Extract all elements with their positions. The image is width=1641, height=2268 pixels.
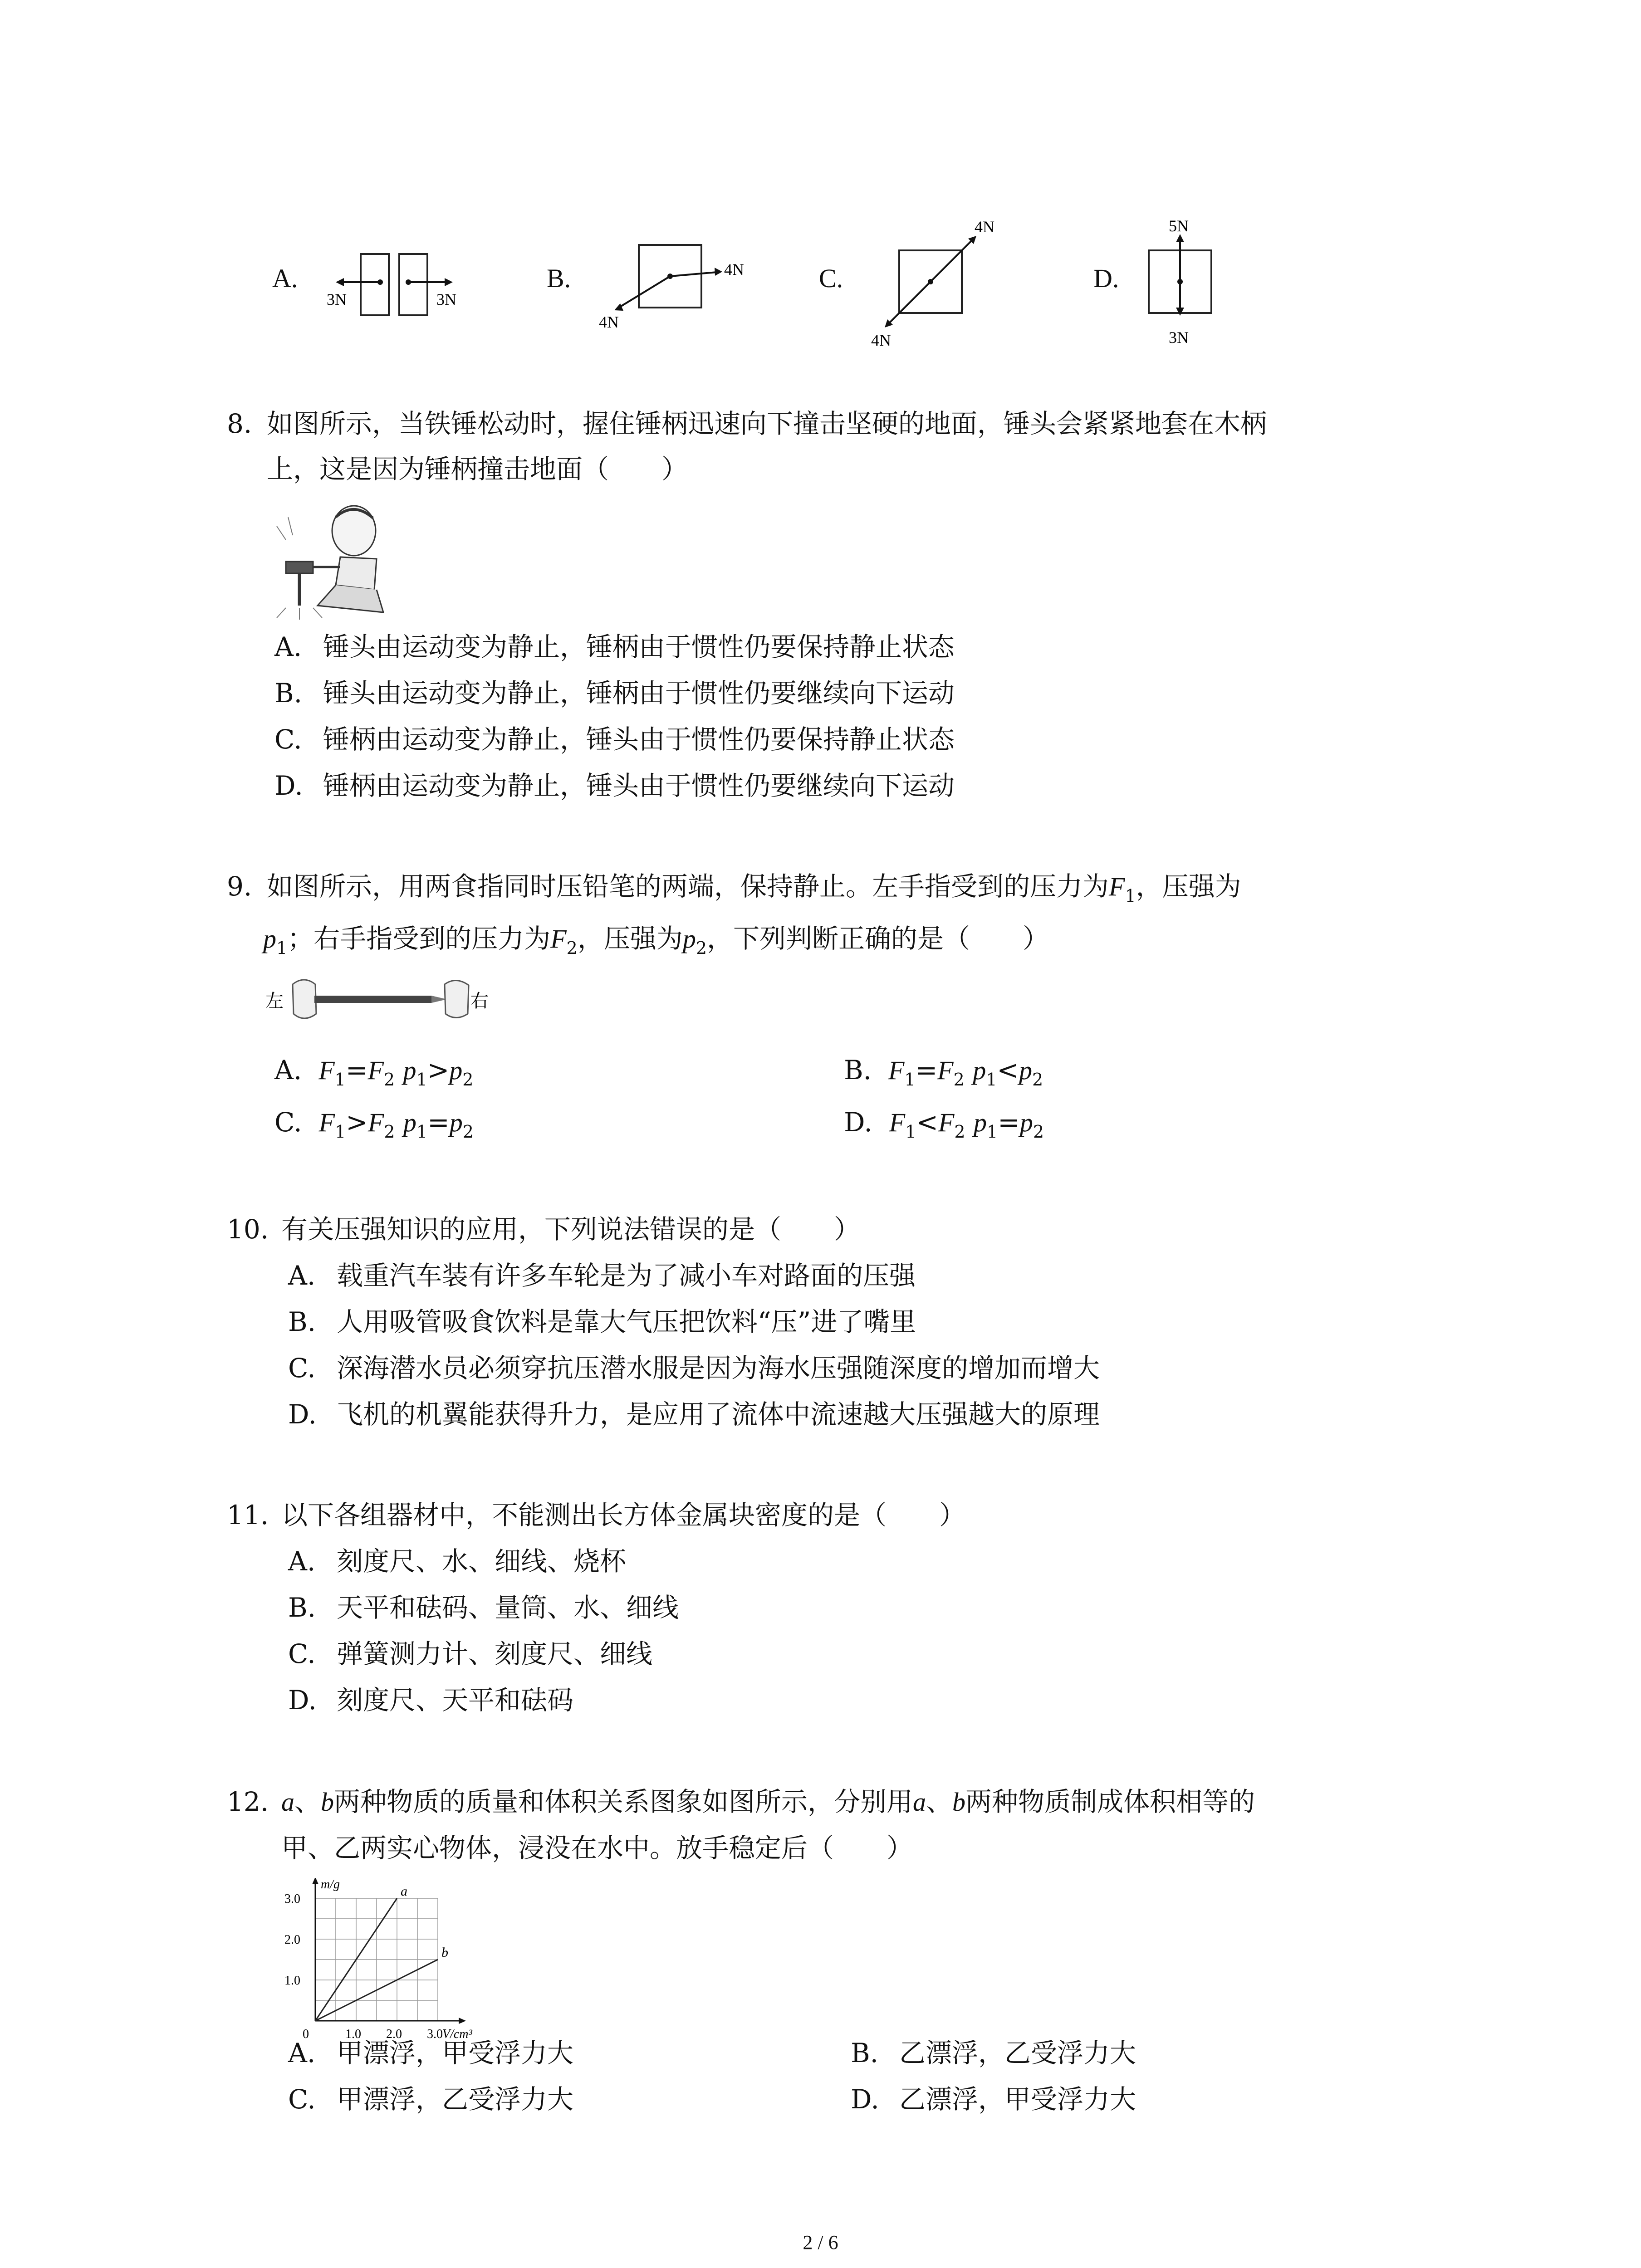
q12-option-b-text: 乙漂浮，乙受浮力大	[899, 2038, 1136, 2068]
q11-number: 11.	[227, 1500, 269, 1530]
q8-option-c-letter: C.	[274, 724, 302, 755]
q9-option-d: D. $F_1<F_2$ $p_1=p_2$	[844, 1107, 1044, 1142]
force-label: 5N	[1169, 217, 1189, 235]
force-label: 4N	[724, 260, 744, 279]
q12-option-a-text: 甲漂浮，甲受浮力大	[337, 2038, 574, 2068]
q8-option-a-text: 锤头由运动变为静止，锤柄由于惯性仍要保持静止状态	[323, 631, 955, 662]
q12-mass-volume-chart	[274, 1878, 529, 2041]
q11-option-b-letter: B.	[288, 1592, 316, 1623]
block-left	[361, 254, 389, 315]
q9-option-c: C. $F_1>F_2$ $p_1=p_2$	[274, 1107, 474, 1142]
q7-option-a-figure	[318, 240, 490, 331]
q9-option-a: A. $F_1=F_2$ $p_1>p_2$	[274, 1055, 474, 1090]
q11-option-b-text: 天平和砝码、量筒、水、细线	[337, 1592, 679, 1623]
q12-option-d-text: 乙漂浮，甲受浮力大	[899, 2084, 1136, 2115]
q8-hammer-figure	[268, 499, 417, 621]
q10-number: 10.	[227, 1214, 269, 1245]
x-tick-label: 1.0	[345, 2027, 361, 2041]
q7-option-c-letter: C.	[819, 264, 843, 293]
q10-option-b-letter: B.	[288, 1306, 316, 1337]
q10-option-a-text: 载重汽车装有许多车轮是为了减小车对路面的压强	[337, 1260, 916, 1291]
x-tick-label: 3.0	[427, 2027, 443, 2041]
q10-option-d-letter: D.	[288, 1399, 317, 1430]
q12-option-b-letter: B.	[851, 2038, 879, 2068]
q8-number: 8.	[227, 408, 252, 439]
q8-option-d-letter: D.	[274, 770, 303, 801]
q9-stem-line2: $p_1$；右手指受到的压力为$F_2$，压强为$p_2$，下列判断正确的是（ ）	[263, 923, 1049, 958]
force-label: 3N	[327, 290, 347, 308]
y-axis-arrow	[312, 1878, 318, 1884]
q10-option-b-text: 人用吸管吸食饮料是靠大气压把饮料“压”进了嘴里	[337, 1306, 916, 1337]
q11-option-d-text: 刻度尺、天平和砝码	[337, 1685, 574, 1716]
q11-stem: 以下各组器材中，不能测出长方体金属块密度的是（ ）	[281, 1500, 966, 1530]
force-label: 3N	[1169, 328, 1189, 347]
q11-option-c-letter: C.	[288, 1638, 316, 1669]
q10-option-a-letter: A.	[288, 1260, 316, 1291]
q10-stem: 有关压强知识的应用，下列说法错误的是（ ）	[281, 1214, 861, 1245]
y-tick-label: 2.0	[284, 1933, 300, 1947]
x-axis-label: V/cm³	[442, 2027, 472, 2041]
q11-option-c-text: 弹簧测力计、刻度尺、细线	[337, 1638, 653, 1669]
force-label: 4N	[975, 218, 994, 236]
origin-label: 0	[303, 2027, 309, 2041]
q8-option-b-text: 锤头由运动变为静止，锤柄由于惯性仍要继续向下运动	[323, 678, 955, 709]
q12-option-a-letter: A.	[288, 2038, 316, 2068]
q9-number: 9.	[227, 871, 252, 902]
series-label-a: a	[401, 1884, 407, 1899]
q8-option-c-text: 锤柄由运动变为静止，锤头由于惯性仍要保持静止状态	[323, 724, 955, 755]
y-axis-label: m/g	[321, 1878, 340, 1892]
q10-option-c-text: 深海潜水员必须穿抗压潜水服是因为海水压强随深度的增加而增大	[337, 1353, 1100, 1383]
q12-option-c-letter: C.	[288, 2084, 316, 2115]
q8-option-d-text: 锤柄由运动变为静止，锤头由于惯性仍要继续向下运动	[323, 770, 955, 801]
q7-option-b-figure	[585, 231, 776, 331]
q11-option-a-letter: A.	[288, 1546, 316, 1577]
series-label-b: b	[441, 1945, 448, 1960]
q12-option-d-letter: D.	[851, 2084, 879, 2115]
force-label: 4N	[599, 313, 619, 331]
q12-stem-line1: a、b两种物质的质量和体积关系图象如图所示，分别用a、b两种物质制成体积相等的	[281, 1786, 1255, 1817]
force-label: 4N	[871, 331, 891, 349]
q12-option-c-text: 甲漂浮，乙受浮力大	[337, 2084, 574, 2115]
x-axis-arrow	[459, 2018, 466, 2024]
q7-option-b-letter: B.	[547, 264, 571, 293]
q9-option-b: B. $F_1=F_2$ $p_1<p_2$	[844, 1055, 1043, 1090]
q12-stem-line2: 甲、乙两实心物体，浸没在水中。放手稳定后（ ）	[281, 1833, 913, 1863]
q7-option-a-letter: A.	[272, 264, 298, 293]
y-tick-label: 3.0	[284, 1892, 300, 1906]
q9-stem-line1: 如图所示，用两食指同时压铅笔的两端，保持静止。左手指受到的压力为$F_1$，压强为	[267, 871, 1241, 906]
page-number: 2 / 6	[803, 2231, 838, 2253]
block-right	[399, 254, 427, 315]
q8-option-b-letter: B.	[274, 678, 303, 709]
q8-stem-line1: 如图所示，当铁锤松动时，握住锤柄迅速向下撞击坚硬的地面，锤头会紧紧地套在木柄	[267, 408, 1267, 439]
q11-option-d-letter: D.	[288, 1685, 317, 1716]
right-label: 右	[470, 991, 489, 1011]
q12-number: 12.	[227, 1786, 269, 1817]
q7-option-d-letter: D.	[1093, 264, 1119, 293]
q7-option-c-figure	[862, 213, 1025, 349]
q10-option-d-text: 飞机的机翼能获得升力，是应用了流体中流速越大压强越大的原理	[337, 1399, 1100, 1430]
q9-pencil-figure	[265, 971, 492, 1030]
left-label: 左	[265, 991, 284, 1011]
x-tick-label: 2.0	[386, 2027, 402, 2041]
y-tick-label: 1.0	[284, 1974, 300, 1988]
q7-option-d-figure	[1134, 213, 1225, 349]
q10-option-c-letter: C.	[288, 1353, 316, 1383]
q8-stem-line2: 上，这是因为锤柄撞击地面（ ）	[267, 454, 688, 484]
q11-option-a-text: 刻度尺、水、细线、烧杯	[337, 1546, 627, 1577]
q8-option-a-letter: A.	[274, 631, 302, 662]
force-label: 3N	[436, 290, 456, 308]
